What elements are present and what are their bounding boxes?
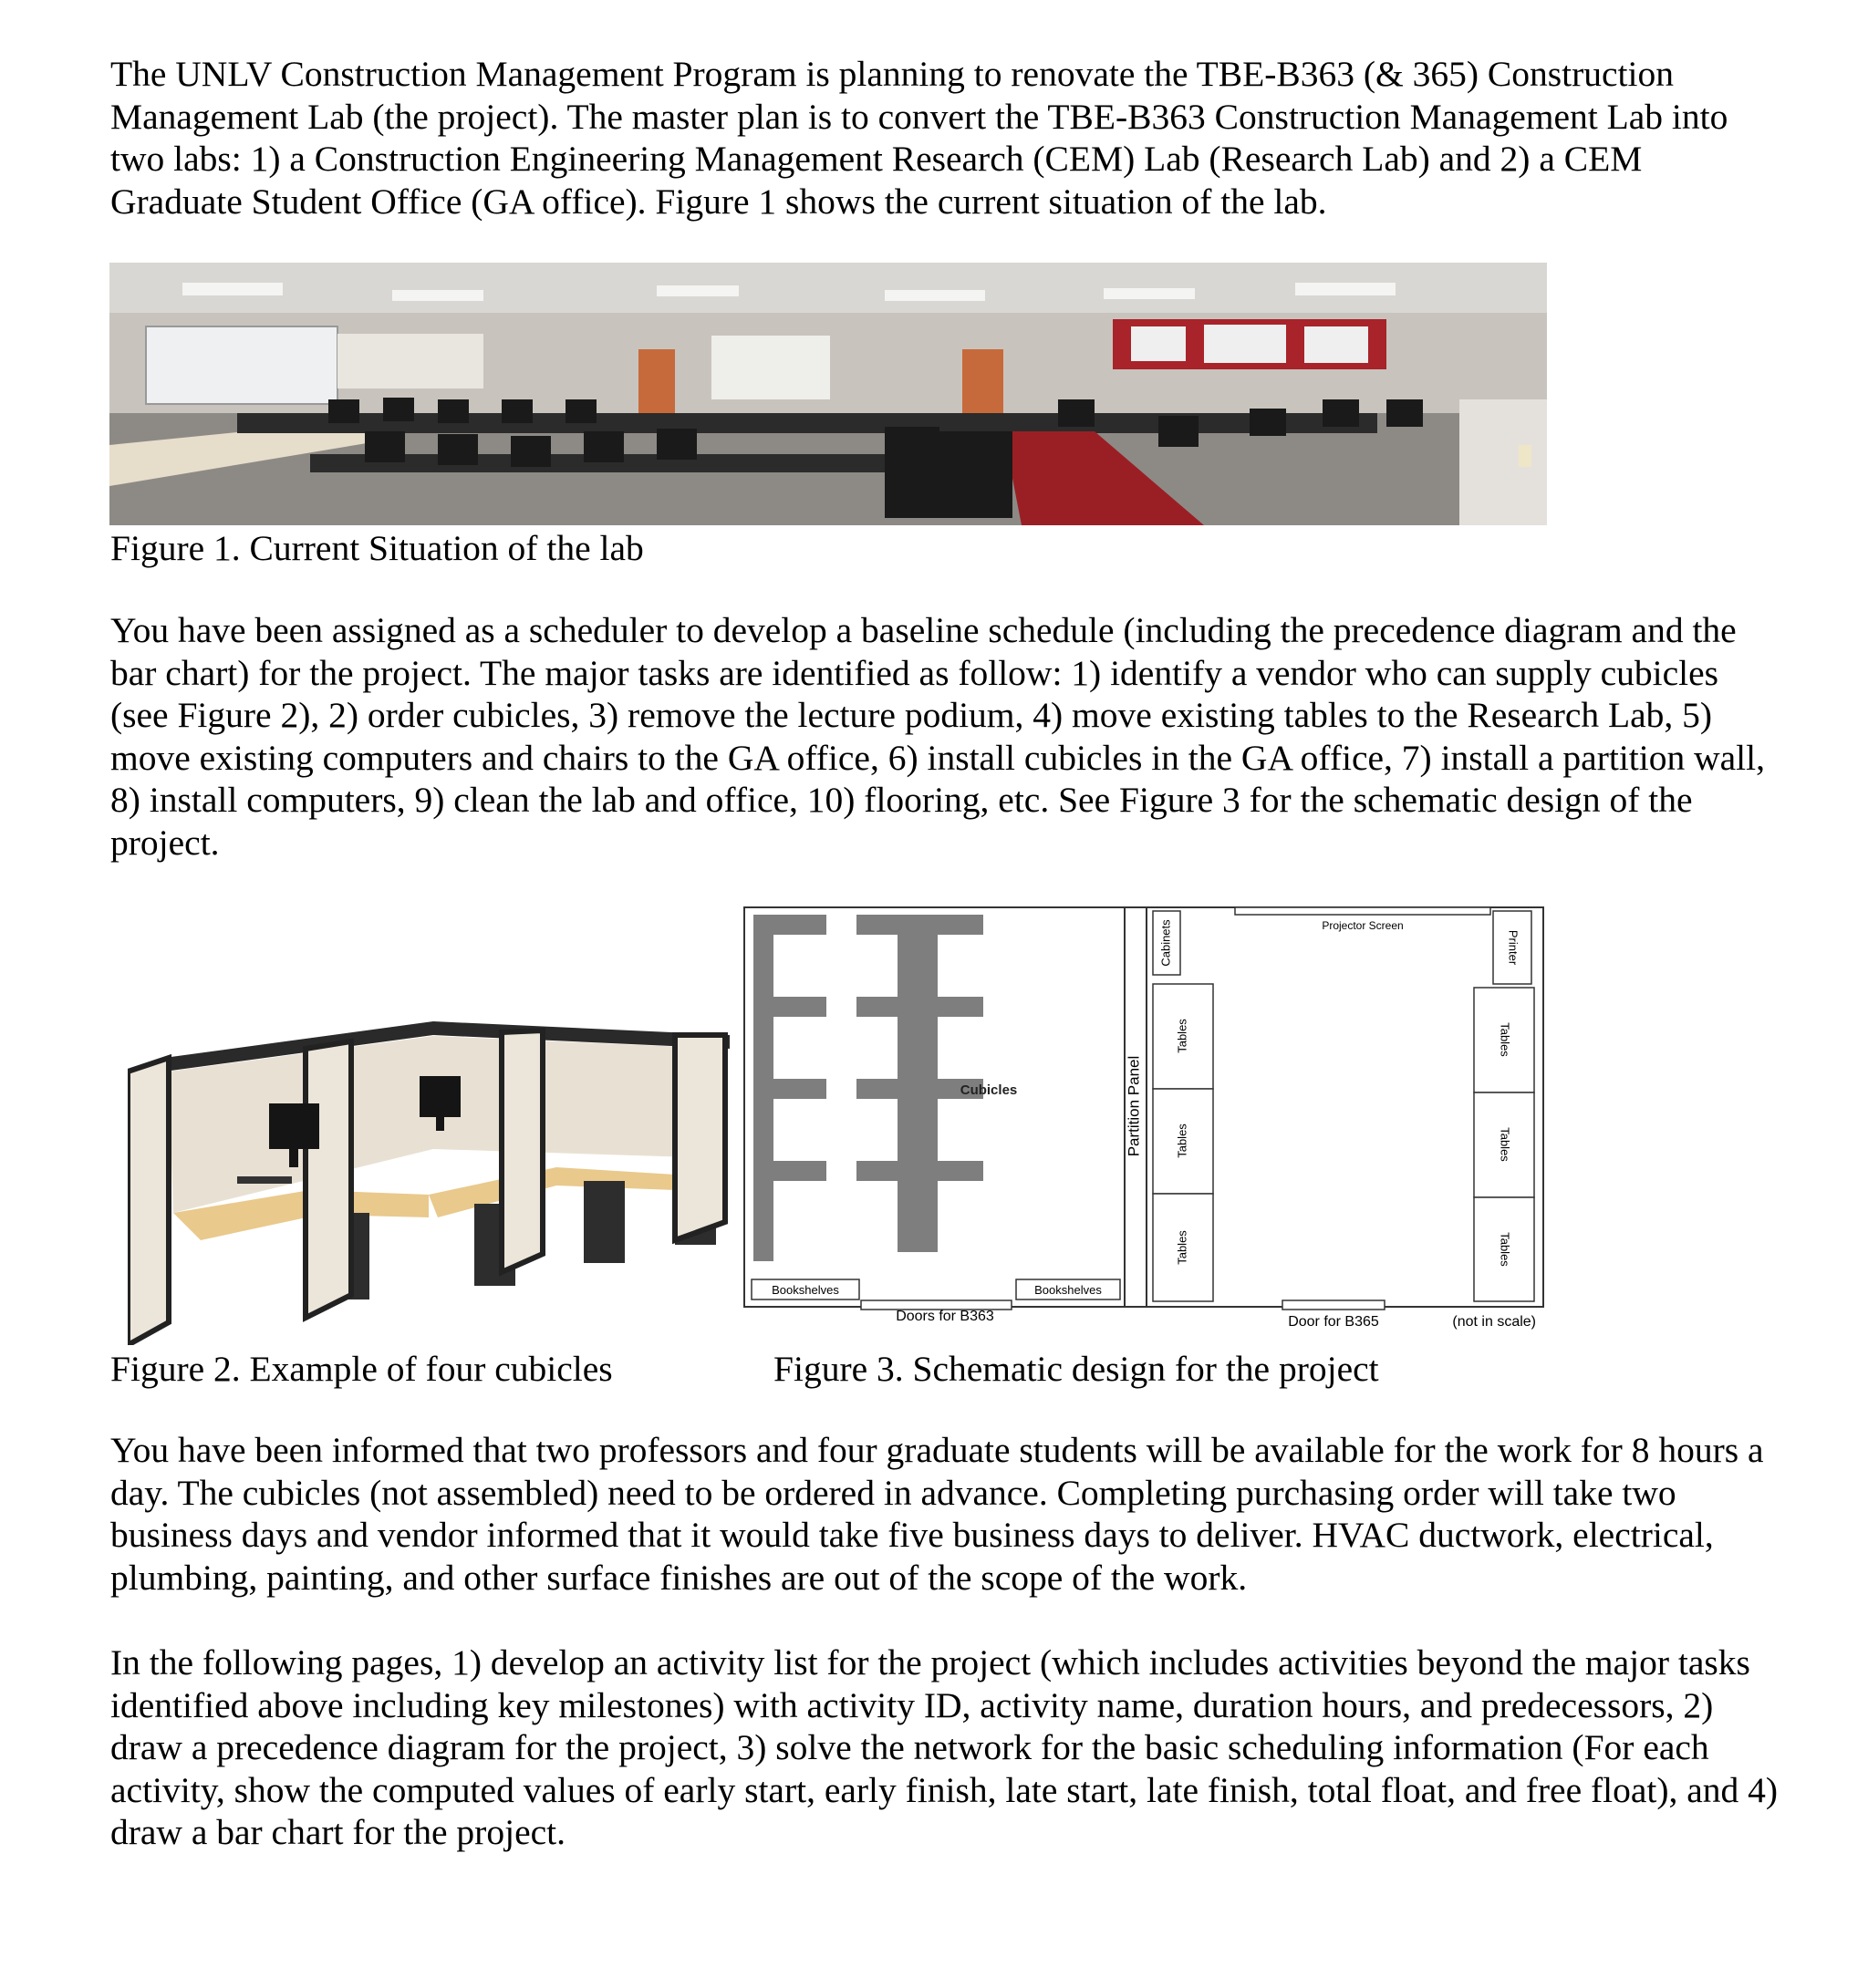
doors-b363-label: Doors for B363: [896, 1309, 994, 1324]
lab-photo: [109, 263, 1547, 525]
figure1-caption: Figure 1. Current Situation of the lab: [110, 528, 644, 568]
printer-label: Printer: [1506, 929, 1520, 966]
tables-right-3-label: Tables: [1498, 1232, 1512, 1267]
resources-paragraph: You have been informed that two professors and four graduate students will be available for the work for 8 hours a day. The cubicles (not assembled) need to be ordered in advance. Completing purchasing order will take two business days and vendor informed that it would take five business days to deliver. HVAC ductwork, electrical, plumbing, painting, and other surface finishes are out of the scope of the work.: [110, 1430, 1764, 1598]
schematic-floor-plan: [742, 906, 1545, 1340]
tables-left-2-label: Tables: [1175, 1123, 1189, 1158]
bookshelves-left-label: Bookshelves: [772, 1283, 839, 1297]
cubicles-illustration: [128, 1021, 730, 1345]
door-b365: [1282, 1300, 1385, 1310]
assignment-paragraph: You have been assigned as a scheduler to develop a baseline schedule (including the precedence diagram and the bar chart) for the project. The major tasks are identified as follow: 1) identify a vendor who can supply cubicles (see Figure 2), 2) order cubicles, 3) remove the lecture podium, 4) move existing tables to the Research Lab, 5) move existing computers and chairs to the GA office, 6) install cubicles in the GA office, 7) install a partition wall, 8) install computers, 9) clean the lab and office, 10) flooring, etc. See Figure 3 for the schematic design of the project.: [110, 610, 1766, 863]
partition-panel-label: Partition Panel: [1125, 1055, 1143, 1157]
projector-screen-label: Projector Screen: [1322, 919, 1404, 932]
door-b365-label: Door for B365: [1288, 1314, 1379, 1330]
tables-left-1-label: Tables: [1175, 1019, 1189, 1053]
tables-right-2-label: Tables: [1498, 1127, 1512, 1162]
tables-left-3-label: Tables: [1175, 1230, 1189, 1265]
not-in-scale-note: (not in scale): [1452, 1314, 1536, 1330]
instructions-paragraph: In the following pages, 1) develop an activity list for the project (which includes activities beyond the major tasks identified above including key milestones) with activity ID, activity name, duration hours, and predecessors, 2) draw a precedence diagram for the project, 3) solve the network for the basic scheduling information (For each activity, show the computed values of early start, early finish, late start, late finish, total float, and free float), and 4) draw a bar chart for the project.: [110, 1642, 1779, 1852]
tables-right-1-label: Tables: [1498, 1022, 1512, 1057]
projector-screen: [1235, 907, 1490, 915]
cubicles-label: Cubicles: [960, 1082, 1018, 1098]
figure2-caption: Figure 2. Example of four cubicles: [110, 1349, 613, 1389]
intro-paragraph: The UNLV Construction Management Program is planning to renovate the TBE-B363 (& 365) Construction Management Lab (the project). The master plan is to convert the TBE-B363 Construction Management Lab into two labs: 1) a Construction Engineering Management Research (CEM) Lab (Research Lab) and 2) a CEM Graduate Student Office (GA office). Figure 1 shows the current situation of the lab.: [110, 54, 1728, 222]
figure3-caption: Figure 3. Schematic design for the project: [773, 1349, 1379, 1389]
bookshelves-right-label: Bookshelves: [1034, 1283, 1102, 1297]
cabinets-label: Cabinets: [1158, 919, 1173, 967]
